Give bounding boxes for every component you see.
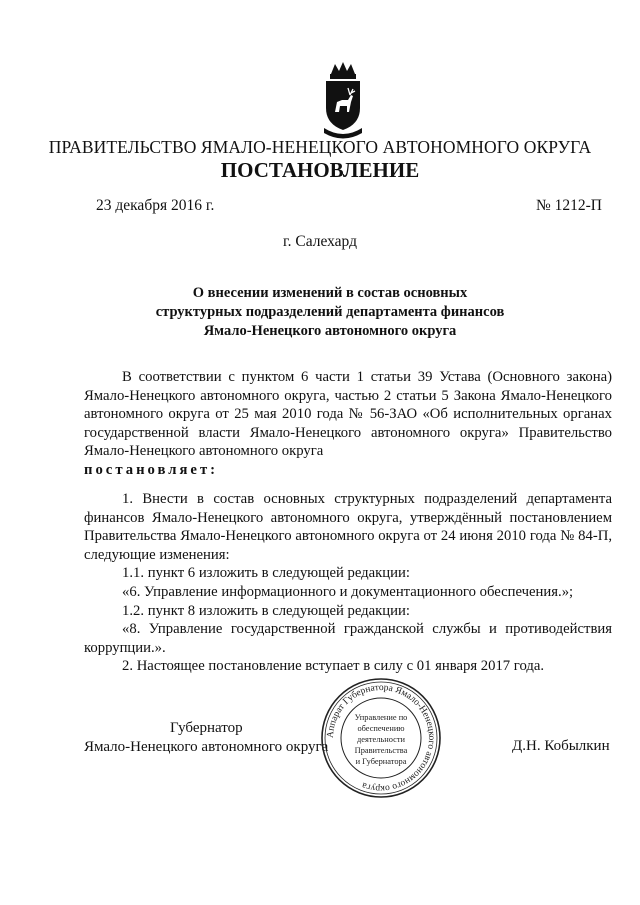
title-line: О внесении изменений в состав основных bbox=[192, 285, 468, 301]
signatory-name: Д.Н. Кобылкин bbox=[512, 738, 610, 754]
document-type: ПОСТАНОВЛЕНИЕ bbox=[220, 158, 420, 182]
document-number: № 1212-П bbox=[535, 197, 602, 214]
seal-center-line: Правительства bbox=[354, 746, 408, 755]
item-1-2: 1.2. пункт 8 изложить в следующей редакции: bbox=[122, 602, 410, 619]
signatory-title bbox=[84, 719, 328, 757]
item-1-2-text: «8. Управление государственной гражданской службы и противодействия коррупции.». bbox=[84, 621, 612, 656]
signatory-title-line2: Ямало-Ненецкого автономного округа bbox=[84, 739, 329, 755]
document-date: 23 декабря 2016 г. bbox=[96, 197, 215, 214]
seal-center-line: и Губернатора bbox=[355, 757, 407, 766]
item-2: 2. Настоящее постановление вступает в силу с 01 января 2017 года. bbox=[122, 658, 545, 675]
seal-center-line: Управление по bbox=[354, 713, 408, 722]
coat-of-arms-icon bbox=[318, 62, 368, 142]
item-1-1: 1.1. пункт 6 изложить в следующей редакции: bbox=[122, 565, 410, 582]
seal-ring-text: Аппарат Губернатора Ямало-Ненецкого автономного округа bbox=[325, 682, 437, 794]
seal-center-line: обеспечению bbox=[357, 724, 405, 733]
item-1-1-text: «6. Управление информационного и документационного обеспечения.»; bbox=[122, 583, 574, 600]
title-line: структурных подразделений департамента финансов bbox=[155, 304, 505, 320]
resolves-word: постановляет: bbox=[84, 461, 219, 478]
preamble-text: В соответствии с пунктом 6 части 1 статьи 39 Устава (Основного закона) Ямало-Ненецкого автономного округа, частью 2 статьи 5 Закона Ямало-Ненецкого автономного округа от 25 мая 2010 года № 56-ЗАО «Об исполнительных органах государственной власти Ямало-Ненецкого автономного округа» Правительство Ямало-Ненецкого автономного округа bbox=[84, 369, 612, 460]
item-1: 1. Внести в состав основных структурных подразделений департамента финансов Ямало-Ненецкого автономного округа, утверждённый постановлением Правительства Ямало-Ненецкого автономного округа от 24 июня 2010 года № 84-П, следующие изменения: bbox=[84, 491, 612, 563]
document-city: г. Салехард bbox=[283, 233, 357, 250]
government-name: ПРАВИТЕЛЬСТВО ЯМАЛО-НЕНЕЦКОГО АВТОНОМНОГО ОКРУГА bbox=[48, 137, 592, 157]
document-title bbox=[100, 284, 560, 341]
seal-center-line: деятельности bbox=[357, 735, 405, 744]
preamble bbox=[84, 368, 612, 480]
signatory-title-line1: Губернатор bbox=[170, 720, 243, 736]
title-line: Ямало-Ненецкого автономного округа bbox=[203, 323, 457, 339]
official-seal bbox=[319, 676, 443, 800]
decree-items bbox=[84, 490, 612, 676]
